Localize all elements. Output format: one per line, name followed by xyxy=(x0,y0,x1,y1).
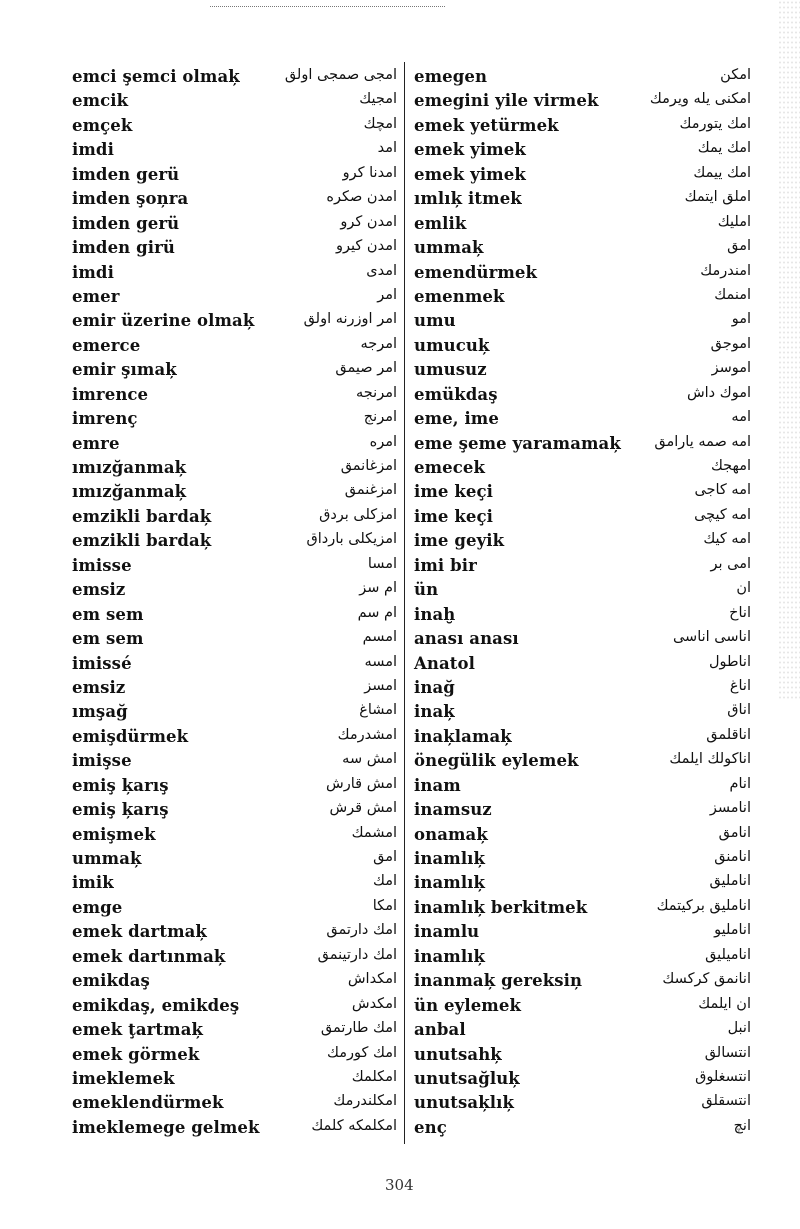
dictionary-entry xyxy=(72,384,397,408)
transliteration: inamlıķ xyxy=(414,849,486,868)
transliteration: emişmek xyxy=(72,824,156,844)
dictionary-entry xyxy=(72,653,397,677)
transliteration: ımşağ xyxy=(72,702,128,722)
transliteration: imden gerü xyxy=(72,213,180,233)
ottoman-script: امسا xyxy=(367,555,397,572)
ottoman-script: امشاغ xyxy=(359,702,397,719)
dictionary-entry xyxy=(72,481,397,505)
transliteration: unutsağluķ xyxy=(414,1068,520,1088)
transliteration: inamlu xyxy=(414,922,480,942)
ottoman-script: امسز xyxy=(364,677,397,694)
ottoman-script: امكنى يله ويرمك xyxy=(649,91,751,108)
ottoman-script: امدن كيرو xyxy=(336,238,397,255)
dictionary-entry xyxy=(414,628,751,652)
transliteration: emek yimek xyxy=(414,140,526,160)
dictionary-entry xyxy=(414,237,751,261)
dictionary-entry xyxy=(72,677,397,701)
transliteration: emendürmek xyxy=(414,262,538,282)
dictionary-entry xyxy=(414,139,751,163)
ottoman-script: امچك xyxy=(363,115,397,132)
transliteration: emir şımaķ xyxy=(72,360,177,380)
dictionary-entry xyxy=(414,775,751,799)
ottoman-script: امكلمك xyxy=(351,1068,397,1085)
transliteration: ummaķ xyxy=(414,238,484,258)
transliteration: ımızğanmaķ xyxy=(72,482,187,502)
transliteration: emenmek xyxy=(414,286,505,306)
dictionary-entry xyxy=(72,262,397,286)
ottoman-script: امك ييمك xyxy=(693,164,751,181)
dictionary-entry xyxy=(414,799,751,823)
transliteration: ün xyxy=(414,580,439,600)
transliteration: imeklemek xyxy=(72,1068,175,1088)
ottoman-script: امك يتورمك xyxy=(679,115,751,132)
transliteration: emcik xyxy=(72,91,129,111)
transliteration: imden şoņra xyxy=(72,189,189,209)
ottoman-script: اناطول xyxy=(708,653,751,670)
page-number: 304 xyxy=(385,1176,414,1194)
transliteration: emeklendürmek xyxy=(72,1093,224,1113)
ottoman-script: امهجك xyxy=(710,458,751,474)
dictionary-entry xyxy=(414,481,751,505)
dictionary-entry xyxy=(414,164,751,188)
dictionary-entry xyxy=(72,604,397,628)
ottoman-script: امر اوزرنه اولق xyxy=(303,311,397,328)
transliteration: emzikli bardaķ xyxy=(72,506,212,526)
transliteration: emegini yile virmek xyxy=(414,91,599,111)
transliteration: inamlıķ berkitmek xyxy=(414,897,588,917)
dictionary-entry xyxy=(414,213,751,237)
transliteration: emre xyxy=(72,433,120,453)
transliteration: emzikli bardaķ xyxy=(72,531,212,551)
ottoman-script: ام سم xyxy=(357,604,397,621)
dictionary-entry xyxy=(72,848,397,872)
transliteration: imişse xyxy=(72,751,132,771)
transliteration: emikdaş xyxy=(72,971,150,991)
ottoman-script: انچ xyxy=(733,1117,751,1134)
dictionary-entry xyxy=(72,897,397,921)
ottoman-script: انانمق كركسك xyxy=(662,971,751,988)
transliteration: emegen xyxy=(414,67,488,86)
dictionary-entry xyxy=(414,946,751,970)
transliteration: imden girü xyxy=(72,238,175,258)
left-column xyxy=(72,66,397,1141)
dictionary-entry xyxy=(414,530,751,554)
transliteration: önegülik eylemek xyxy=(414,751,579,771)
dictionary-entry xyxy=(72,286,397,310)
ottoman-script: امك xyxy=(372,873,397,890)
transliteration: inaḫ xyxy=(414,604,456,624)
ottoman-script: امك دارتينمق xyxy=(317,946,397,963)
dictionary-entry xyxy=(72,824,397,848)
transliteration: umu xyxy=(414,311,456,331)
ottoman-script: امه صمه يارامق xyxy=(654,433,751,450)
transliteration: emek yimek xyxy=(414,164,526,184)
dictionary-entry xyxy=(414,653,751,677)
ottoman-script: امره xyxy=(369,433,397,450)
column-divider xyxy=(404,62,405,1144)
dictionary-entry xyxy=(72,921,397,945)
transliteration: eme, ime xyxy=(414,409,499,429)
dictionary-entry xyxy=(414,824,751,848)
dictionary-entry xyxy=(414,995,751,1019)
ottoman-script: اناسى اناسى xyxy=(672,629,751,646)
dictionary-entry xyxy=(72,433,397,457)
transliteration: imden gerü xyxy=(72,164,180,184)
ottoman-script: ام سز xyxy=(359,580,397,597)
dictionary-entry xyxy=(414,66,751,90)
ottoman-script: اناقلمق xyxy=(706,726,751,743)
transliteration: onamaķ xyxy=(414,824,488,844)
dictionary-entry xyxy=(72,1044,397,1068)
transliteration: emek dartmaķ xyxy=(72,922,207,942)
ottoman-script: امش قارش xyxy=(326,775,397,792)
transliteration: enç xyxy=(414,1117,447,1137)
ottoman-script: امكا xyxy=(372,897,397,914)
dictionary-entry xyxy=(72,995,397,1019)
transliteration: imrenç xyxy=(72,409,138,429)
transliteration: emek yetürmek xyxy=(414,115,559,135)
ottoman-script: امكداش xyxy=(347,971,397,988)
ottoman-script: امش قرش xyxy=(329,800,397,817)
transliteration: imissé xyxy=(72,653,132,673)
ottoman-script: امه كيچى xyxy=(694,506,751,523)
ottoman-script: انامليو xyxy=(714,922,751,939)
transliteration: imisse xyxy=(72,555,132,575)
dictionary-entry xyxy=(414,1044,751,1068)
transliteration: ımlıķ itmek xyxy=(414,189,522,209)
transliteration: unutsaķlıķ xyxy=(414,1093,514,1113)
dictionary-entry xyxy=(72,359,397,383)
ottoman-script: امك كورمك xyxy=(326,1044,397,1061)
ottoman-script: امق xyxy=(727,238,751,255)
dictionary-entry xyxy=(414,970,751,994)
ottoman-script: امجيك xyxy=(359,91,397,108)
ottoman-script: امزغانمق xyxy=(340,458,397,474)
dictionary-entry xyxy=(414,457,751,481)
ottoman-script: امرنجه xyxy=(356,384,397,401)
transliteration: inanmaķ gereksiņ xyxy=(414,971,583,991)
dictionary-entry xyxy=(414,677,751,701)
page-edge-texture xyxy=(778,0,800,700)
ottoman-script: امكن xyxy=(720,67,751,83)
ottoman-script: امدن كرو xyxy=(340,213,397,230)
dictionary-entry xyxy=(72,1117,397,1141)
ottoman-script: اموك داش xyxy=(686,384,751,401)
dictionary-entry xyxy=(72,139,397,163)
transliteration: imrence xyxy=(72,384,149,404)
dictionary-entry xyxy=(414,555,751,579)
dictionary-entry xyxy=(414,188,751,212)
dictionary-entry xyxy=(72,775,397,799)
ottoman-script: امشمك xyxy=(351,824,397,841)
transliteration: emlik xyxy=(414,213,467,233)
ottoman-script: امك دارتمق xyxy=(326,922,397,939)
ottoman-script: امندرمك xyxy=(700,262,751,279)
dictionary-entry xyxy=(72,701,397,725)
transliteration: ün eylemek xyxy=(414,995,521,1015)
ottoman-script: امدنا كرو xyxy=(342,164,397,181)
ottoman-script: امدن صكره xyxy=(326,189,397,206)
ottoman-script: امنمك xyxy=(714,286,751,303)
transliteration: inamlıķ xyxy=(414,873,486,893)
dictionary-entry xyxy=(72,237,397,261)
ottoman-script: امش سه xyxy=(342,751,397,768)
dictionary-entry xyxy=(72,310,397,334)
ottoman-script: ان ايلمك xyxy=(698,995,751,1012)
dictionary-entry xyxy=(72,530,397,554)
ottoman-script: امق xyxy=(373,849,397,865)
transliteration: emiş ķarış xyxy=(72,800,169,820)
ottoman-script: امه xyxy=(731,409,751,426)
ottoman-script: اناغ xyxy=(729,677,751,694)
transliteration: emge xyxy=(72,897,123,917)
transliteration: inaķlamaķ xyxy=(414,726,512,746)
ottoman-script: امسه xyxy=(364,653,397,670)
dictionary-entry xyxy=(414,1117,751,1141)
ottoman-script: امرجه xyxy=(360,335,397,352)
dictionary-entry xyxy=(72,799,397,823)
ottoman-script: امر xyxy=(377,286,397,303)
transliteration: ime keçi xyxy=(414,506,494,526)
ottoman-script: اناكولك ايلمك xyxy=(669,751,751,768)
dictionary-entry xyxy=(72,970,397,994)
ottoman-script: امكلمكه كلمك xyxy=(311,1117,397,1134)
transliteration: ımızğanmaķ xyxy=(72,458,187,477)
dictionary-entry xyxy=(414,90,751,114)
transliteration: imeklemege gelmek xyxy=(72,1117,260,1137)
transliteration: emsiz xyxy=(72,580,126,600)
ottoman-script: امر صيمق xyxy=(335,360,397,377)
ottoman-script: انامليق xyxy=(709,873,751,890)
dictionary-entry xyxy=(414,1092,751,1116)
transliteration: imdi xyxy=(72,140,114,160)
ottoman-script: انامق xyxy=(718,824,751,841)
transliteration: ime keçi xyxy=(414,482,494,502)
ottoman-script: امزيكلى بارداق xyxy=(306,531,397,548)
transliteration: emçek xyxy=(72,115,133,135)
dictionary-entry xyxy=(414,506,751,530)
dictionary-entry xyxy=(414,359,751,383)
ottoman-script: امكدش xyxy=(351,995,397,1012)
ottoman-script: اناخ xyxy=(729,604,751,621)
dictionary-entry xyxy=(414,897,751,921)
transliteration: inağ xyxy=(414,677,455,697)
ottoman-script: امك يمك xyxy=(697,140,751,157)
transliteration: em sem xyxy=(72,629,144,649)
ottoman-script: انام xyxy=(729,775,751,792)
ottoman-script: امسم xyxy=(362,629,397,646)
ottoman-script: ان xyxy=(736,580,751,597)
ottoman-script: انامنق xyxy=(714,849,751,865)
dictionary-entry xyxy=(72,726,397,750)
ottoman-script: انامسز xyxy=(709,800,751,817)
transliteration: inam xyxy=(414,775,461,795)
ottoman-script: امدى xyxy=(366,262,397,279)
ottoman-script: امكلندرمك xyxy=(333,1093,397,1110)
top-rule xyxy=(210,6,445,7)
dictionary-entry xyxy=(72,457,397,481)
transliteration: emecek xyxy=(414,458,486,477)
dictionary-entry xyxy=(72,164,397,188)
ottoman-script: امليك xyxy=(717,213,751,230)
transliteration: emir üzerine olmaķ xyxy=(72,311,255,331)
ottoman-script: اموجق xyxy=(710,335,751,352)
dictionary-entry xyxy=(414,1019,751,1043)
transliteration: anbal xyxy=(414,1020,466,1040)
dictionary-entry xyxy=(414,335,751,359)
transliteration: emer xyxy=(72,286,120,306)
ottoman-script: املق ايتمك xyxy=(684,189,751,206)
dictionary-entry xyxy=(414,848,751,872)
dictionary-entry xyxy=(72,506,397,530)
ottoman-script: اناق xyxy=(727,702,751,719)
ottoman-script: امرنج xyxy=(363,409,397,426)
transliteration: em sem xyxy=(72,604,144,624)
transliteration: ummaķ xyxy=(72,849,142,868)
dictionary-entry xyxy=(414,1068,751,1092)
dictionary-entry xyxy=(414,310,751,334)
dictionary-entry xyxy=(414,262,751,286)
transliteration: emsiz xyxy=(72,677,126,697)
ottoman-script: امزكلى بردق xyxy=(319,506,397,523)
dictionary-entry xyxy=(72,408,397,432)
ottoman-script: امو xyxy=(731,311,751,328)
transliteration: umusuz xyxy=(414,360,487,380)
ottoman-script: انتسغلوق xyxy=(695,1068,751,1085)
transliteration: inamsuz xyxy=(414,800,492,820)
dictionary-entry xyxy=(414,750,751,774)
dictionary-entry xyxy=(72,1019,397,1043)
transliteration: inamlıķ xyxy=(414,946,486,966)
dictionary-entry xyxy=(72,188,397,212)
dictionary-entry xyxy=(414,408,751,432)
dictionary-entry xyxy=(72,946,397,970)
dictionary-entry xyxy=(414,579,751,603)
ottoman-script: امشدرمك xyxy=(337,726,397,743)
dictionary-entry xyxy=(414,433,751,457)
transliteration: emükdaş xyxy=(414,384,498,404)
dictionary-entry xyxy=(414,726,751,750)
right-column xyxy=(414,66,751,1141)
dictionary-entry xyxy=(72,555,397,579)
transliteration: emci şemci olmaķ xyxy=(72,67,240,86)
ottoman-script: اموسز xyxy=(711,360,751,377)
dictionary-entry xyxy=(72,115,397,139)
transliteration: emek ţartmaķ xyxy=(72,1020,204,1040)
ottoman-script: امه كاجى xyxy=(694,482,751,499)
transliteration: emişdürmek xyxy=(72,726,189,746)
transliteration: inaķ xyxy=(414,702,455,722)
dictionary-entry xyxy=(72,579,397,603)
ottoman-script: انتسالق xyxy=(704,1044,751,1061)
dictionary-entry xyxy=(72,335,397,359)
dictionary-entry xyxy=(414,921,751,945)
dictionary-entry xyxy=(72,872,397,896)
ottoman-script: امه كيك xyxy=(703,531,751,548)
dictionary-entry xyxy=(414,701,751,725)
ottoman-script: امك طارتمق xyxy=(320,1020,397,1037)
ottoman-script: امى بر xyxy=(710,555,751,572)
transliteration: ime geyik xyxy=(414,531,505,551)
transliteration: umucuķ xyxy=(414,335,490,355)
transliteration: imi bir xyxy=(414,555,477,575)
transliteration: emikdaş, emikdeş xyxy=(72,995,240,1015)
dictionary-entry xyxy=(72,1068,397,1092)
dictionary-entry xyxy=(72,213,397,237)
dictionary-entry xyxy=(414,604,751,628)
dictionary-entry xyxy=(72,1092,397,1116)
transliteration: Anatol xyxy=(414,653,475,673)
dictionary-entry xyxy=(72,90,397,114)
dictionary-entry xyxy=(72,628,397,652)
ottoman-script: اناميليق xyxy=(705,946,751,963)
transliteration: imdi xyxy=(72,262,114,282)
ottoman-script: امجى صمجى اولق xyxy=(284,67,397,83)
ottoman-script: انتسقلق xyxy=(701,1093,751,1110)
dictionary-entry xyxy=(414,115,751,139)
transliteration: unutsahķ xyxy=(414,1044,502,1064)
dictionary-entry xyxy=(414,286,751,310)
dictionary-entry xyxy=(72,750,397,774)
ottoman-script: انامليق بركيتمك xyxy=(656,897,751,914)
transliteration: anası anası xyxy=(414,629,519,649)
transliteration: emiş ķarış xyxy=(72,775,169,795)
dictionary-entry xyxy=(414,384,751,408)
dictionary-entry xyxy=(72,66,397,90)
ottoman-script: انبل xyxy=(727,1020,751,1037)
transliteration: emerce xyxy=(72,335,141,355)
transliteration: eme şeme yaramamaķ xyxy=(414,433,621,453)
transliteration: emek görmek xyxy=(72,1044,200,1064)
ottoman-script: امزغنمق xyxy=(344,482,397,499)
dictionary-entry xyxy=(414,872,751,896)
ottoman-script: امد xyxy=(377,140,397,157)
transliteration: imik xyxy=(72,873,114,893)
transliteration: emek dartınmaķ xyxy=(72,946,226,966)
